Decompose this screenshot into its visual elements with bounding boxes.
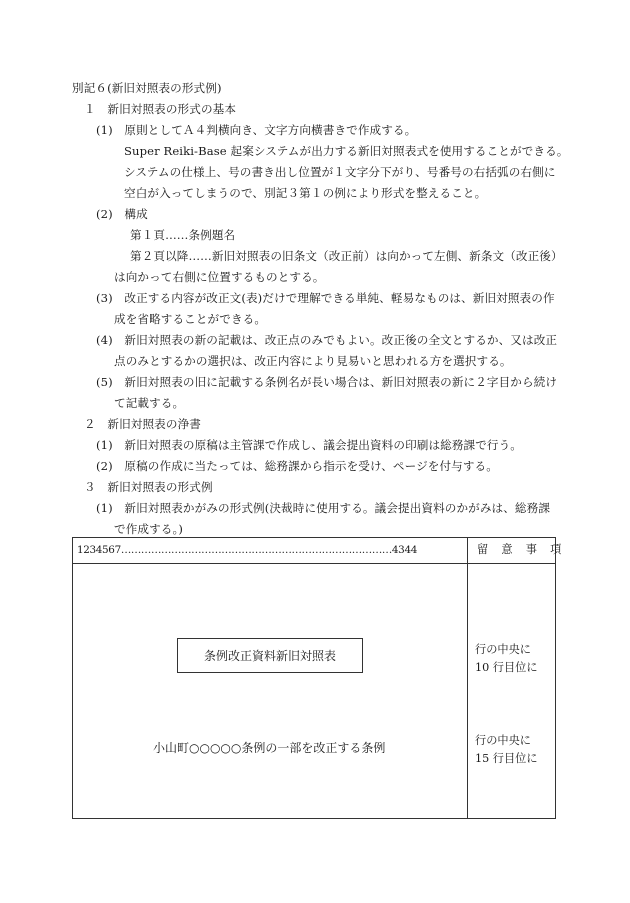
item-1-4: (4) 新旧対照表の新の記載は、改正点のみでもよい。改正後の全文とするか、又は改正 [96,333,558,347]
note-ordinance-position-line1: 行の中央に [475,734,531,747]
document-heading: 別記６(新旧対照表の形式例) [72,81,222,95]
item-1-3-line2: 成を省略することができる。 [114,312,267,326]
item-3-1: (1) 新旧対照表かがみの形式例(決裁時に使用する。議会提出資料のかがみは、総務課 [96,501,551,515]
table-header-divider [73,563,555,564]
title-box-text: 条例改正資料新旧対照表 [203,649,336,663]
title-box [177,638,363,673]
item-1-5-line2: て記載する。 [114,396,185,410]
item-3-1-line2: で作成する。) [114,522,183,536]
item-1-1: (1) 原則としてＡ４判横向き、文字方向横書きで作成する。 [96,123,417,137]
section-1-title: １ 新旧対照表の形式の基本 [84,102,237,116]
item-1-2-line4: は向かって右側に位置するものとする。 [114,270,325,284]
ordinance-title: 小山町○○○○○条例の一部を改正する条例 [153,741,386,755]
item-1-4-line2: 点のみとするかの選択は、改正内容により見易いと思われる方を選択する。 [114,354,512,368]
section-3-title: ３ 新旧対照表の形式例 [84,480,213,494]
item-1-5: (5) 新旧対照表の旧に記載する条例名が長い場合は、新旧対照表の新に２字目から続け [96,375,558,389]
item-2-2: (2) 原稿の作成に当たっては、総務課から指示を受け、ページを付与する。 [96,459,498,473]
item-1-1-line4: 空白が入ってしまうので、別記３第１の例により形式を整えること。 [124,186,487,200]
item-1-2-line2: 第１頁……条例題名 [130,228,236,242]
item-1-1-line3: システムの仕様上、号の書き出し位置が１文字分下がり、号番号の右括弧の右側に [124,165,556,179]
note-title-position-line1: 行の中央に [475,643,531,656]
item-2-1: (1) 新旧対照表の原稿は主管課で作成し、議会提出資料の印刷は総務課で行う。 [96,438,523,452]
notes-column-header: 留 意 事 項 [477,543,563,556]
item-1-2-line3: 第２頁以降……新旧対照表の旧条文（改正前）は向かって左側、新条文（改正後） [130,249,563,263]
item-1-1-line2: Super Reiki-Base 起案システムが出力する新旧対照表式を使用することができる。 [124,144,569,158]
note-title-position-line2: 10 行目位に [475,661,538,674]
table-column-divider [467,538,468,818]
section-2-title: ２ 新旧対照表の浄書 [84,417,201,431]
character-ruler: 1234567………………………………………………………………………4344 [77,544,417,556]
format-example-table [72,537,563,819]
item-1-2: (2) 構成 [96,207,148,221]
item-1-3: (3) 改正する内容が改正文(表)だけで理解できる単純、軽易なものは、新旧対照表の作 [96,291,555,305]
note-ordinance-position-line2: 15 行目位に [475,752,538,765]
